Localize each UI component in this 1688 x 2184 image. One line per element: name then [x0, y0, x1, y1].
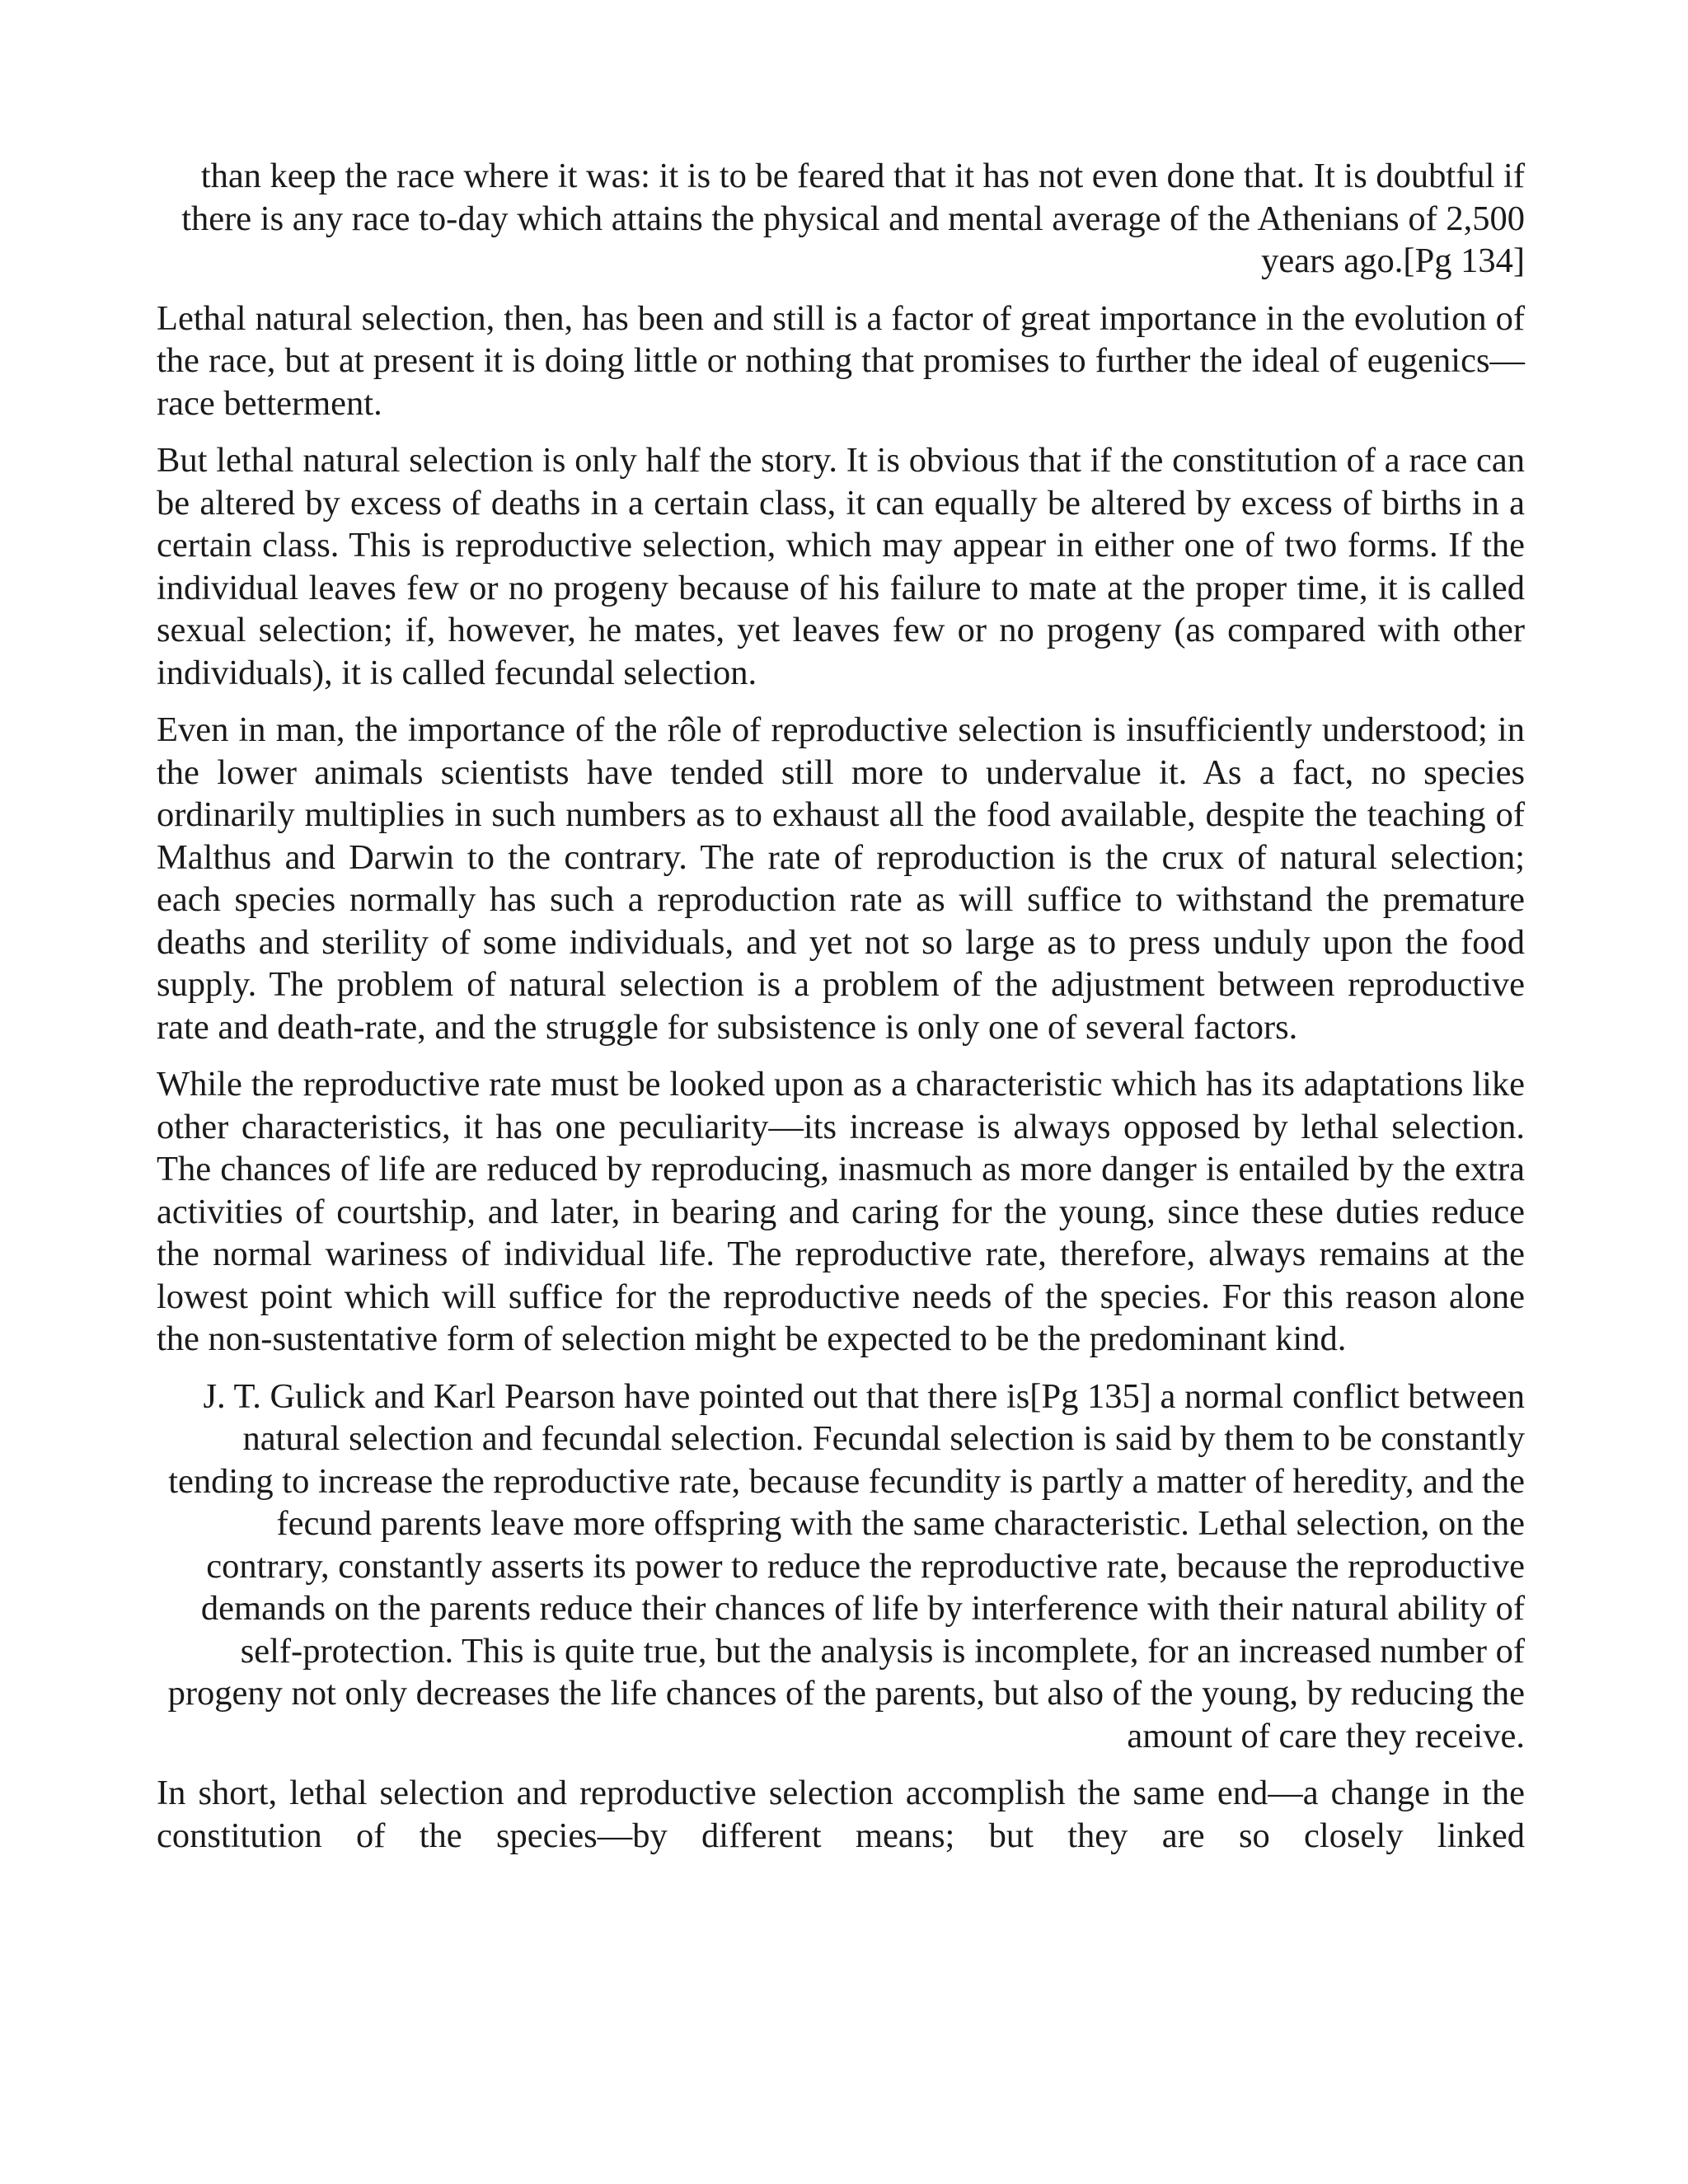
book-page — [157, 155, 1525, 1872]
paragraph-3: But lethal natural selection is only half the story. It is obvious that if the constitution of a race can be altered by excess of deaths in a certain class, it can equally be altered by excess of births in a certain class. This is reproductive selection, which may appear in either one of two forms. If the individual leaves few or no progeny because of his failure to mate at the proper time, it is called sexual selection; if, however, he mates, yet leaves few or no progeny (as compared with other individuals), it is called fecundal selection. — [157, 441, 1525, 692]
paragraph-7: In short, lethal selection and reproductive selection accomplish the same end—a change in the constitution of the species—by different means; but they are so closely linked — [157, 1774, 1525, 1855]
paragraph-6: J. T. Gulick and Karl Pearson have pointed out that there is[Pg 135] a normal conflict between natural selection and fecundal selection. Fecundal selection is said by them to be constantly tending to increase the reproductive rate, because fecundity is partly a matter of heredity, and the fecund parents leave more offspring with the same characteristic. Lethal selection, on the contrary, constantly asserts its power to reduce the reproductive rate, because the reproductive demands on the parents reduce their chances of life by interference with their natural ability of self-protection. This is quite true, but the analysis is incomplete, for an increased number of progeny not only decreases the life chances of the parents, but also of the young, by reducing the amount of care they receive. — [167, 1376, 1525, 1755]
paragraph-1: than keep the race where it was: it is to be feared that it has not even done that. It is doubtful if there is any race to-day which attains the physical and mental average of the Athenians of 2,500 years ago.[Pg 134] — [181, 157, 1525, 280]
paragraph-4: Even in man, the importance of the rôle of reproductive selection is insufficiently understood; in the lower animals scientists have tended still more to undervalue it. As a fact, no species ordinarily multiplies in such numbers as to exhaust all the food available, despite the teaching of Malthus and Darwin to the contrary. The rate of reproduction is the crux of natural selection; each species normally has such a reproduction rate as will suffice to withstand the premature deaths and sterility of some individuals, and yet not so large as to press unduly upon the food supply. The problem of natural selection is a problem of the adjustment between reproductive rate and death-rate, and the struggle for subsistence is only one of several factors. — [157, 710, 1525, 1047]
paragraph-5: While the reproductive rate must be looked upon as a characteristic which has its adaptations like other characteristics, it has one peculiarity—its increase is always opposed by lethal selection. The chances of life are reduced by reproducing, inasmuch as more danger is entailed by the extra activities of courtship, and later, in bearing and caring for the young, since these duties reduce the normal wariness of individual life. The reproductive rate, therefore, always remains at the lowest point which will suffice for the reproductive needs of the species. For this reason alone the non-sustentative form of selection might be expected to be the predominant kind. — [157, 1065, 1525, 1358]
paragraph-2: Lethal natural selection, then, has been and still is a factor of great importance in the evolution of the race, but at present it is doing little or nothing that promises to further the ideal of eugenics—race betterment. — [157, 298, 1525, 423]
